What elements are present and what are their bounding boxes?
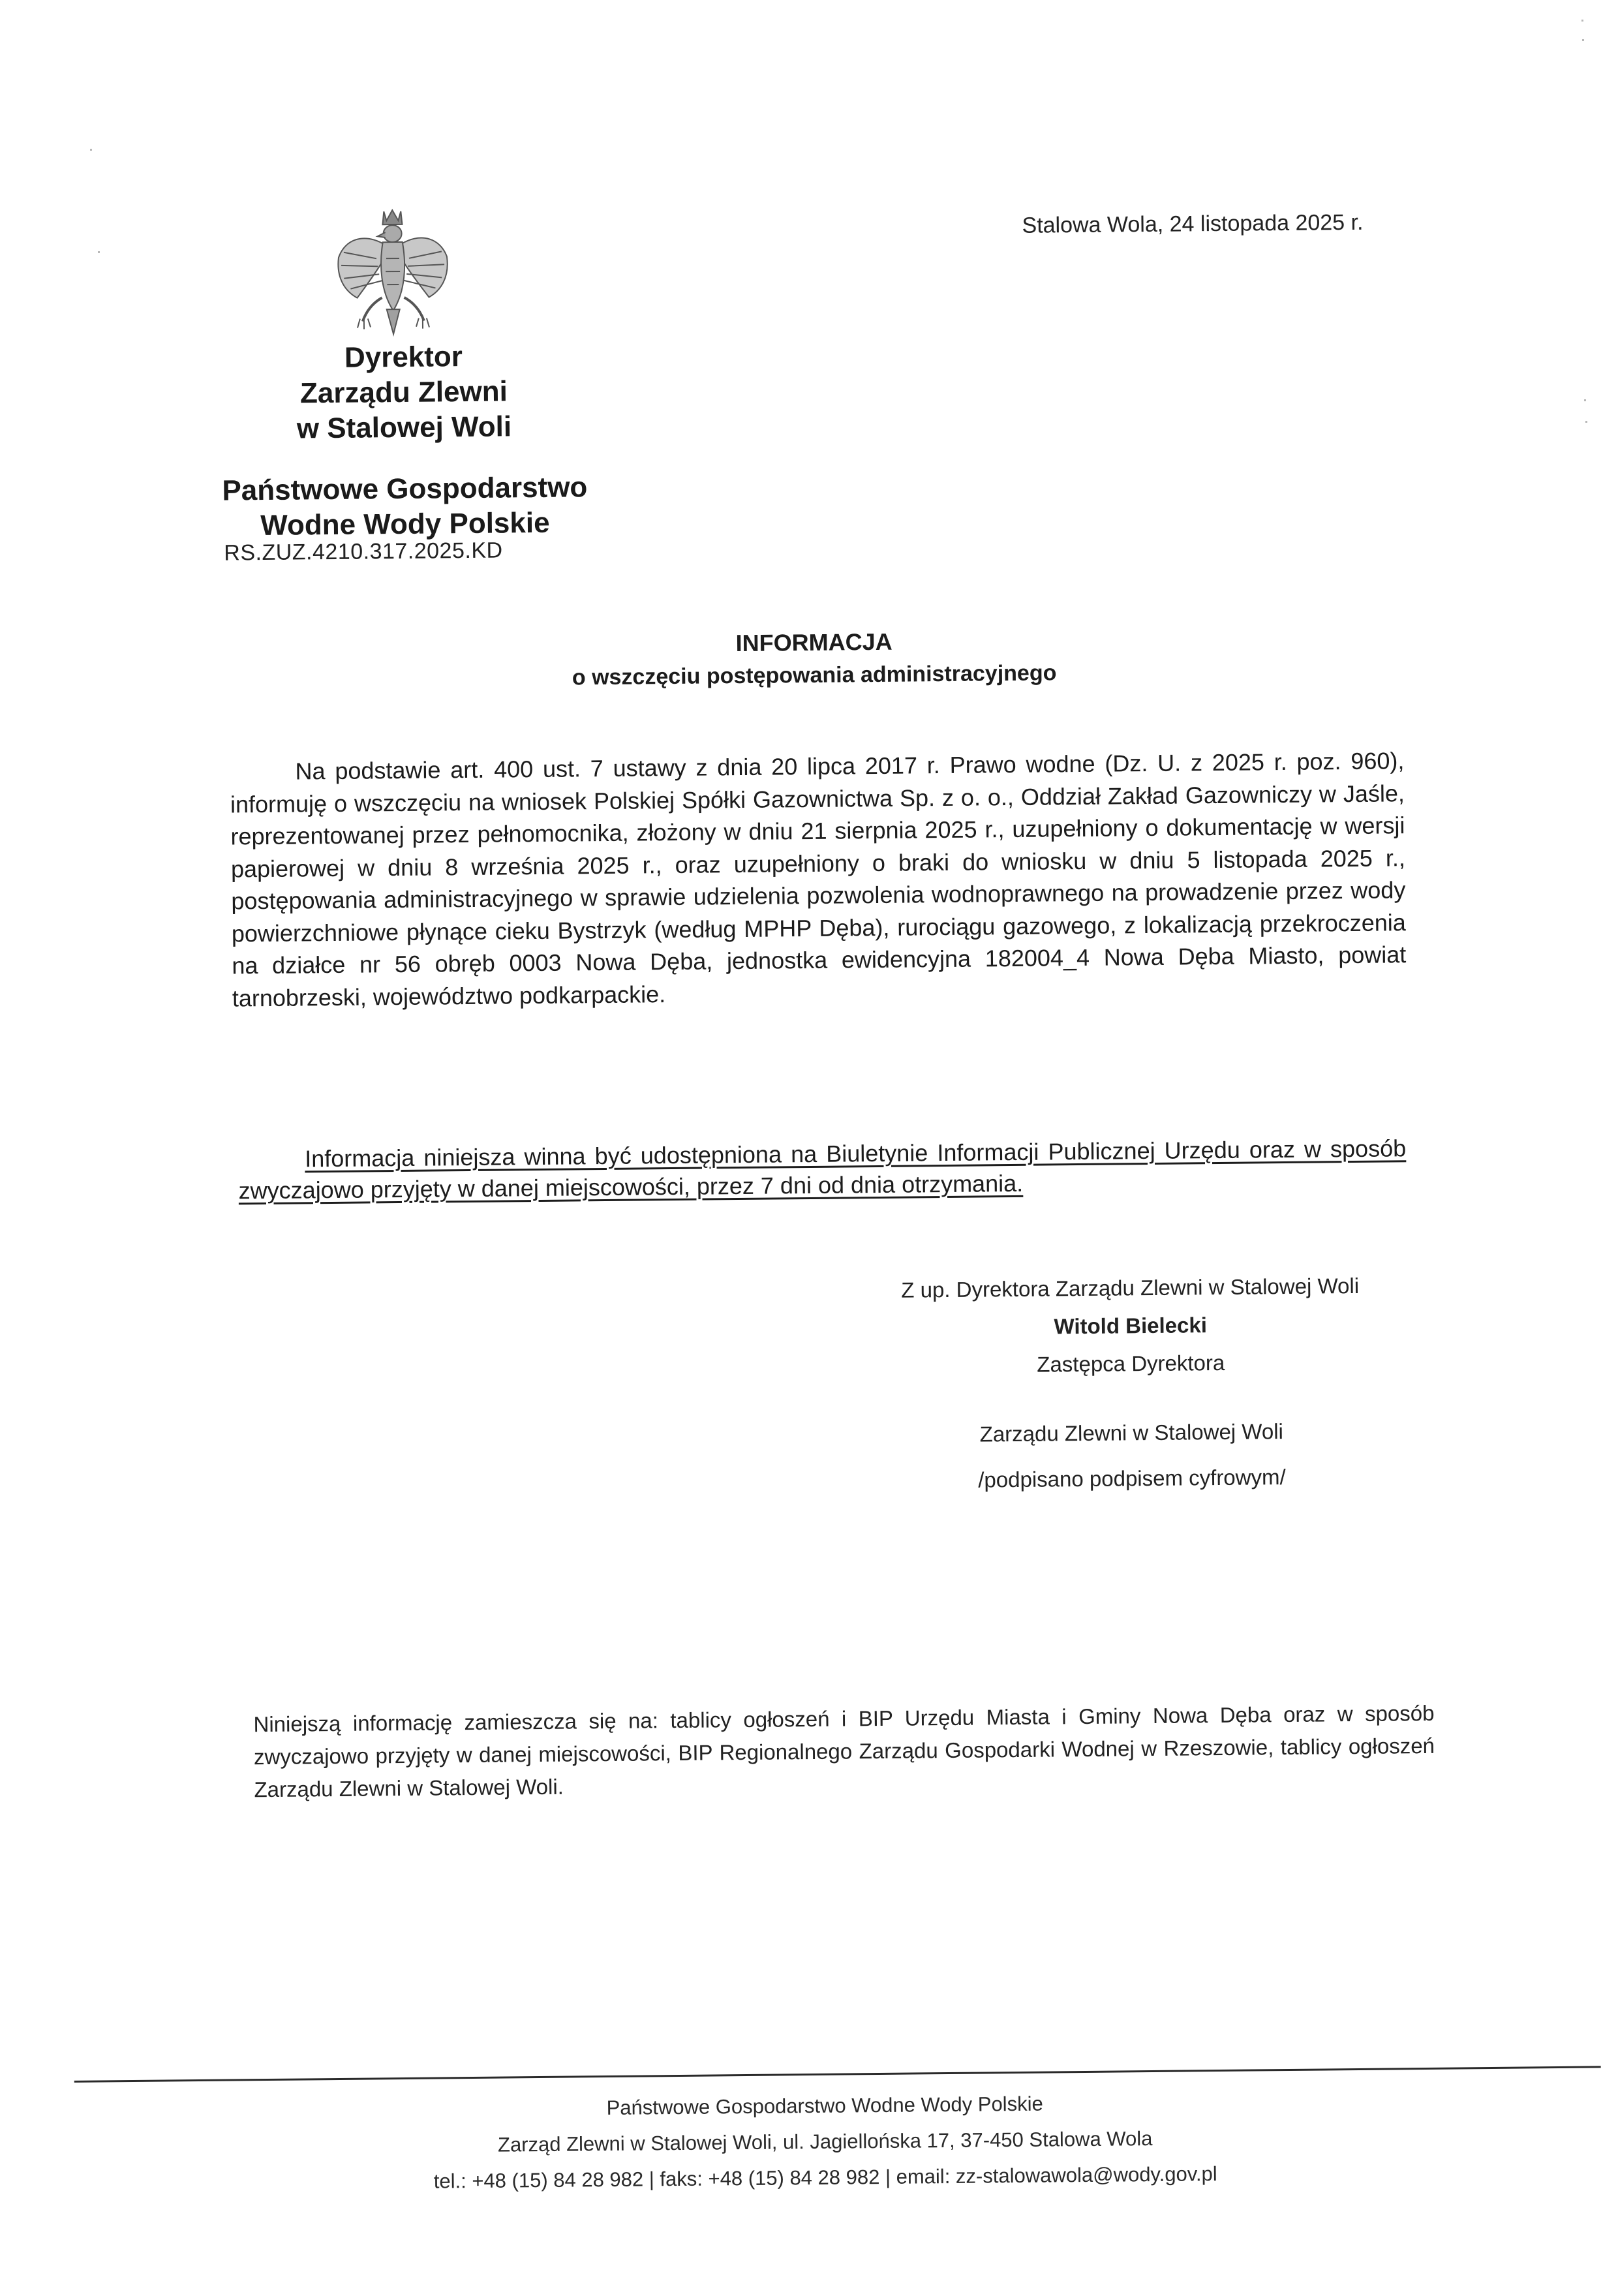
letterhead-footer (335, 2083, 1315, 2200)
scan-speck (1584, 399, 1586, 401)
authority-line: Dyrektor (344, 341, 463, 374)
place-date: Stalowa Wola, 24 listopada 2025 r. (1022, 209, 1364, 238)
scan-speck (90, 149, 92, 151)
reference-number: RS.ZUZ.4210.317.2025.KD (224, 538, 503, 566)
footer-divider (74, 2066, 1601, 2082)
signatory-position: Zastępca Dyrektora (1037, 1350, 1225, 1377)
signatory-unit: Zarządu Zlewni w Stalowej Woli (979, 1419, 1284, 1446)
scan-speck (1581, 20, 1583, 22)
footer-contact: tel.: +48 (15) 84 28 982 | faks: +48 (15) 84 28 982 | email: zz-stalowawola@wody.gov.pl (433, 2162, 1217, 2193)
title-main: INFORMACJA (735, 628, 893, 657)
organization-line: Wodne Wody Polskie (260, 506, 550, 542)
publication-places-note: Niniejszą informację zamieszcza się na: tablicy ogłoszeń i BIP Urzędu Miasta i Gminy Nowa Dęba oraz w sposób zwyczajowo przyjęty w danej miejscowości, BIP Regionalnego Zarządu Gospodarki Wodnej w Rzeszowie, tablicy ogłoszeń Zarządu Zlewni w Stalowej Woli. (253, 1700, 1435, 1802)
authority-line: Zarządu Zlewni (299, 375, 508, 410)
authority-line: w Stalowej Woli (296, 410, 512, 445)
issuing-authority (207, 338, 601, 544)
digital-signature-note: /podpisano podpisem cyfrowym/ (978, 1465, 1286, 1492)
signatory-name: Witold Bielecki (1054, 1313, 1208, 1339)
signature-authorization: Z up. Dyrektora Zarządu Zlewni w Stalowej Woli (901, 1273, 1360, 1302)
document-title (478, 623, 1150, 695)
signature-block (836, 1266, 1426, 1501)
publication-notice (238, 1133, 1407, 1206)
footer-organization: Państwowe Gospodarstwo Wodne Wody Polskie (606, 2092, 1043, 2120)
footer-address: Zarząd Zlewni w Stalowej Woli, ul. Jagiellońska 17, 37-450 Stalowa Wola (497, 2127, 1153, 2156)
scan-speck (1585, 421, 1587, 423)
polish-eagle-emblem-icon (330, 206, 455, 337)
scan-speck (1582, 39, 1584, 41)
body-paragraph: Na podstawie art. 400 ust. 7 ustawy z dnia 20 lipca 2017 r. Prawo wodne (Dz. U. z 2025 r. poz. 960), informuję o wszczęciu na wniosek Polskiej Spółki Gazownictwa Sp. z o. o., Oddział Zakład Gazowniczy w Jaśle, reprezentowanej przez pełnomocnika, złożony w dniu 21 sierpnia 2025 r., uzupełniony o dokumentację w wersji papierowej w dniu 8 września 2025 r., oraz uzupełniony o braki do wniosku w dniu 5 listopada 2025 r., postępowania administracyjnego w sprawie udzielenia pozwolenia wodnoprawnego na prowadzenie przez wody powierzchniowe płynące cieku Bystrzyk (według MPHP Dęba), rurociągu gazowego, z lokalizacją przekroczenia na działce nr 56 obręb 0003 Nowa Dęba, jednostka ewidencyjna 182004_4 Nowa Dęba Miasto, powiat tarnobrzeski, województwo podkarpackie. (230, 747, 1407, 1011)
organization-line: Państwowe Gospodarstwo (222, 471, 588, 507)
title-subtitle: o wszczęciu postępowania administracyjnego (572, 660, 1057, 690)
scan-speck (98, 251, 100, 253)
publication-notice-text: Informacja niniejsza winna być udostępniona na Biuletynie Informacji Publicznej Urzędu oraz w sposób zwyczajowo przyjęty w danej miejscowości, przez 7 dni od dnia otrzymania. (238, 1135, 1407, 1204)
